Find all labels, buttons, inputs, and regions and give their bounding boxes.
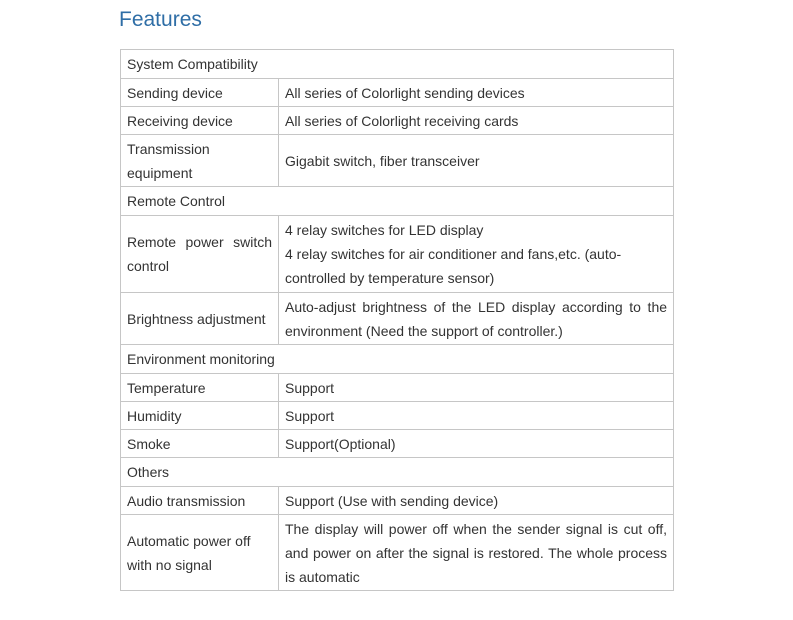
table-row [121,216,674,293]
row-label: Remote power switch control [121,216,279,293]
row-label: Receiving device [121,107,279,135]
row-value-line: 4 relay switches for LED display [285,222,484,238]
table-row [121,374,674,402]
features-table [120,49,674,591]
section-title-environment-monitoring: Environment monitoring [121,345,674,374]
row-value: Support [279,374,674,402]
row-label: Temperature [121,374,279,402]
section-header-row [121,187,674,216]
row-label: Smoke [121,430,279,458]
row-value [279,216,674,293]
row-value: The display will power off when the sender signal is cut off, and power on after the signal is restored. The whole process is automatic [279,515,674,591]
section-header-row [121,345,674,374]
section-header-row [121,458,674,487]
row-value: All series of Colorlight sending devices [279,79,674,107]
row-value: Support [279,402,674,430]
table-row [121,79,674,107]
table-row [121,107,674,135]
row-value: Auto-adjust brightness of the LED display according to the environment (Need the support of controller.) [279,293,674,345]
section-title-system-compatibility: System Compatibility [121,50,674,79]
row-label: Brightness adjustment [121,293,279,345]
row-value: All series of Colorlight receiving cards [279,107,674,135]
page-title: Features [119,8,202,31]
row-value-line: 4 relay switches for air conditioner and fans,etc. (auto-controlled by temperature sensor) [285,246,622,286]
row-label: Humidity [121,402,279,430]
row-label: Automatic power off with no signal [121,515,279,591]
row-value: Support (Use with sending device) [279,487,674,515]
row-value: Support(Optional) [279,430,674,458]
table-row [121,487,674,515]
table-row [121,515,674,591]
section-title-remote-control: Remote Control [121,187,674,216]
table-row [121,135,674,187]
section-title-others: Others [121,458,674,487]
table-row [121,402,674,430]
section-header-row [121,50,674,79]
table-row [121,293,674,345]
row-value: Gigabit switch, fiber transceiver [279,135,674,187]
row-label: Audio transmission [121,487,279,515]
table-row [121,430,674,458]
row-label: Transmission equipment [121,135,279,187]
row-label: Sending device [121,79,279,107]
